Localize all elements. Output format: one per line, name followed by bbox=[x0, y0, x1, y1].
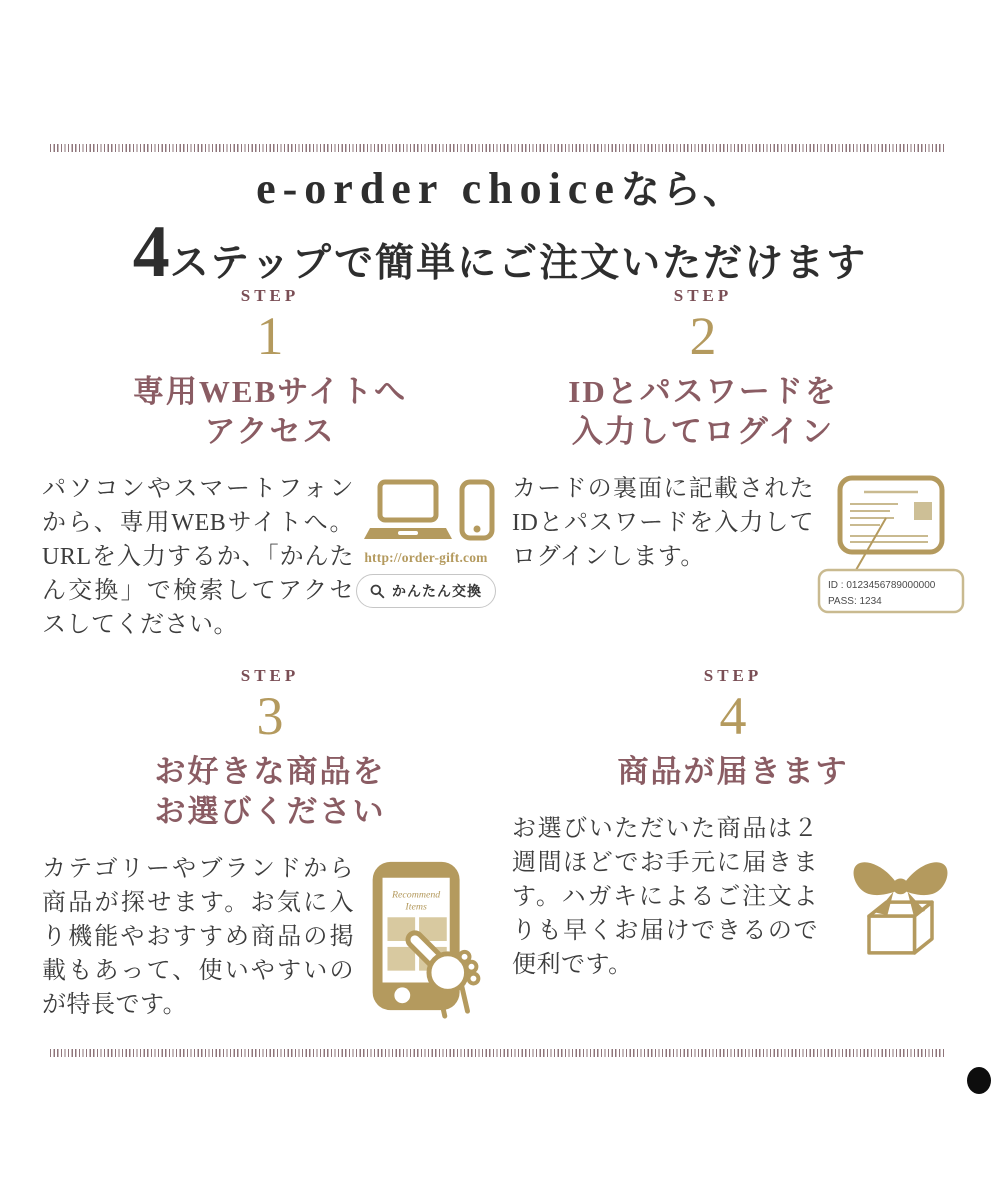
step-4-heading bbox=[508, 752, 958, 792]
step-2-heading bbox=[508, 372, 898, 452]
step-2-header bbox=[508, 286, 898, 452]
step-1-content bbox=[42, 472, 498, 642]
title-line2-text: ステップで簡単にご注文いただけます bbox=[169, 242, 868, 285]
step-1-heading-line2: アクセス bbox=[204, 414, 336, 449]
bottom-divider bbox=[50, 1049, 946, 1057]
step-2 bbox=[508, 286, 968, 616]
step-2-heading-line2: 入力してログイン bbox=[571, 414, 835, 449]
step-3-heading bbox=[42, 752, 498, 832]
phone-screen-line2: Items bbox=[405, 901, 427, 913]
title-step-count: 4 bbox=[132, 211, 170, 293]
search-box-illustration bbox=[356, 574, 496, 608]
step-4-label: STEP bbox=[703, 666, 763, 685]
step-1-header bbox=[42, 286, 498, 452]
title-brand: e-order choice bbox=[256, 164, 621, 213]
step-3-label: STEP bbox=[240, 666, 300, 685]
step-3-header bbox=[42, 666, 498, 832]
title-line2 bbox=[0, 211, 1000, 293]
step-4-illustration bbox=[832, 846, 962, 960]
laptop-smartphone-icon bbox=[356, 478, 496, 544]
step-3-body: カテゴリーやブランドから商品が探せます。お気に入り機能やおすすめ商品の掲載もあって、使いやすいのが特長です。 bbox=[42, 856, 354, 1018]
step-3-content bbox=[42, 852, 498, 1024]
step-3-heading-line1: お好きな商品を bbox=[154, 754, 386, 789]
step-1-illustration bbox=[354, 478, 498, 608]
step-2-heading-line1: IDとパスワードを bbox=[568, 374, 838, 409]
step-3 bbox=[42, 666, 498, 1024]
gift-box-icon bbox=[841, 846, 953, 960]
search-keyword: かんたん交換 bbox=[392, 583, 482, 599]
step-4-header bbox=[508, 666, 958, 792]
step-4-number: 4 bbox=[719, 686, 747, 746]
step-1-label: STEP bbox=[240, 286, 300, 305]
step-4 bbox=[508, 666, 968, 982]
step-2-number: 2 bbox=[689, 306, 717, 366]
search-icon bbox=[370, 584, 385, 599]
smartphone-tap-icon bbox=[362, 856, 492, 1024]
title-suffix: なら、 bbox=[620, 169, 744, 212]
step-4-body: お選びいただいた商品は２週間ほどでお手元に届きます。ハガキによるご注文よりも早くお届けできるので便利です。 bbox=[512, 816, 818, 978]
member-card-icon bbox=[816, 474, 966, 616]
step-1-number: 1 bbox=[256, 306, 284, 366]
step-4-content bbox=[508, 812, 968, 982]
url-text: http://order-gift.com bbox=[364, 550, 488, 565]
step-2-label: STEP bbox=[673, 286, 733, 305]
step-3-illustration bbox=[360, 856, 494, 1024]
black-dot bbox=[967, 1067, 991, 1094]
step-1-body: パソコンやスマートフォンから、専用WEBサイトへ。URLを入力するか、「かんたん交換」で検索してアクセスしてください。 bbox=[42, 476, 354, 638]
step-2-content bbox=[508, 472, 968, 616]
card-id-text: ID : 0123456789000000 bbox=[828, 580, 936, 591]
step-4-heading-line1: 商品が届きます bbox=[617, 754, 849, 789]
phone-screen-line1: Recommend bbox=[391, 889, 441, 901]
step-1-heading-line1: 専用WEBサイトへ bbox=[132, 374, 408, 409]
step-3-number: 3 bbox=[256, 686, 284, 746]
step-2-body: カードの裏面に記載されたIDとパスワードを入力してログインします。 bbox=[512, 476, 814, 570]
step-3-heading-line2: お選びください bbox=[154, 794, 386, 829]
title-line1 bbox=[0, 163, 1000, 217]
step-1-heading bbox=[42, 372, 498, 452]
step-2-illustration bbox=[814, 474, 968, 616]
step-1 bbox=[42, 286, 498, 642]
top-divider bbox=[50, 144, 946, 152]
card-pass-text: PASS: 1234 bbox=[828, 596, 882, 607]
page-title bbox=[0, 163, 1000, 293]
